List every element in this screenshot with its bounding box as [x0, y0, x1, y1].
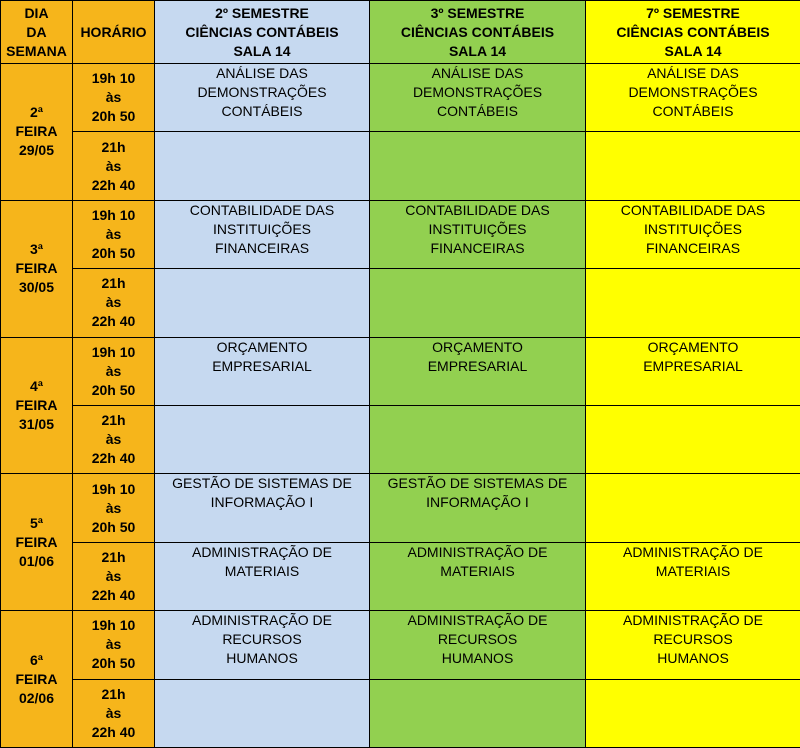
time-line: às — [105, 704, 122, 721]
semester-2-cell — [155, 64, 370, 132]
course-line: EMPRESARIAL — [427, 357, 528, 374]
day-line: FEIRA — [15, 533, 58, 550]
course-line: FINANCEIRAS — [645, 239, 741, 256]
time-line: 21h — [101, 275, 126, 292]
time-line: 22h 40 — [91, 313, 136, 330]
time-line: às — [105, 157, 122, 174]
course-line: FINANCEIRAS — [214, 239, 310, 256]
course-line: INSTITUIÇÕES — [428, 220, 527, 237]
header-semester-2 — [155, 1, 370, 64]
day-line: 6ª — [30, 651, 43, 668]
course-line: CONTABILIDADE DAS — [189, 201, 335, 218]
schedule-row — [1, 64, 800, 132]
time-cell — [73, 679, 155, 747]
semester-2-cell — [155, 474, 370, 542]
semester-2-cell — [155, 200, 370, 268]
semester-3-cell — [370, 132, 586, 200]
header-semester-line: 2º SEMESTRE — [215, 4, 309, 21]
day-cell — [1, 64, 73, 201]
course-line: EMPRESARIAL — [643, 357, 743, 374]
schedule-row — [1, 679, 800, 747]
time-line: 20h 50 — [91, 244, 136, 261]
course-line: CONTABILIDADE DAS — [405, 201, 550, 218]
course-line: HUMANOS — [657, 650, 729, 667]
course-line: HUMANOS — [226, 650, 298, 667]
time-line: às — [105, 567, 122, 584]
time-line: 19h 10 — [91, 480, 136, 497]
course-line: ADMINISTRAÇÃO DE — [622, 612, 763, 629]
day-line: FEIRA — [15, 670, 58, 687]
time-line: 20h 50 — [91, 381, 136, 398]
time-line: às — [105, 362, 122, 379]
day-line: FEIRA — [15, 123, 58, 140]
course-line: ADMINISTRAÇÃO DE — [407, 612, 548, 629]
time-line: 21h — [101, 548, 126, 565]
day-line: 4ª — [30, 377, 43, 394]
course-line: ADMINISTRAÇÃO DE — [622, 543, 763, 560]
course-line: CONTÁBEIS — [652, 103, 734, 119]
day-line: 01/06 — [18, 552, 55, 569]
semester-3-cell — [370, 542, 586, 610]
time-line: 22h 40 — [91, 450, 136, 467]
time-cell — [73, 611, 155, 679]
time-line: 20h 50 — [91, 655, 136, 672]
course-line: ORÇAMENTO — [216, 338, 308, 355]
course-line: INFORMAÇÃO I — [426, 494, 529, 511]
time-cell — [73, 474, 155, 542]
course-line: DEMONSTRAÇÕES — [197, 84, 327, 100]
day-line: 2ª — [30, 104, 43, 121]
day-line: FEIRA — [15, 396, 58, 413]
time-cell — [73, 200, 155, 268]
day-cell — [1, 337, 73, 474]
header-semester-line: SALA 14 — [448, 42, 507, 59]
day-cell — [1, 200, 73, 337]
time-line: 19h 10 — [91, 206, 136, 223]
time-cell — [73, 542, 155, 610]
time-line: 19h 10 — [91, 617, 136, 634]
course-line: CONTÁBEIS — [221, 103, 303, 119]
time-cell — [73, 132, 155, 200]
time-cell — [73, 337, 155, 405]
day-line: 5ª — [30, 514, 43, 531]
time-line: 22h 40 — [91, 586, 136, 603]
day-cell — [1, 611, 73, 748]
header-semester-line: 3º SEMESTRE — [430, 4, 525, 21]
header-semester-line: SALA 14 — [664, 42, 722, 59]
course-line: GESTÃO DE SISTEMAS DE — [387, 475, 568, 492]
header-semester-line: CIÊNCIAS CONTÁBEIS — [400, 23, 555, 40]
course-line: RECURSOS — [222, 631, 302, 648]
semester-2-cell — [155, 405, 370, 473]
header-semester-line: SALA 14 — [233, 42, 291, 59]
schedule-row — [1, 405, 800, 473]
course-line: GESTÃO DE SISTEMAS DE — [172, 475, 352, 492]
header-semester-line: CIÊNCIAS CONTÁBEIS — [616, 23, 770, 40]
time-line: às — [105, 225, 122, 242]
semester-2-cell — [155, 542, 370, 610]
time-line: 19h 10 — [91, 343, 136, 360]
semester-7-cell — [586, 679, 800, 747]
semester-2-cell — [155, 337, 370, 405]
semester-7-cell — [586, 405, 800, 473]
course-line: RECURSOS — [437, 631, 518, 648]
time-line: às — [105, 89, 122, 106]
schedule-row — [1, 611, 800, 679]
time-line: 22h 40 — [91, 176, 136, 193]
course-line: INSTITUIÇÕES — [643, 220, 742, 237]
course-line: ANÁLISE DAS — [647, 65, 739, 81]
time-cell — [73, 269, 155, 337]
course-line: ANÁLISE DAS — [216, 65, 308, 81]
schedule-row — [1, 474, 800, 542]
course-line: ORÇAMENTO — [432, 338, 523, 355]
semester-3-cell — [370, 269, 586, 337]
course-line: MATERIAIS — [655, 562, 731, 579]
time-line: 19h 10 — [91, 70, 136, 87]
day-line: 3ª — [30, 241, 43, 258]
time-line: 22h 40 — [91, 723, 136, 740]
course-line: CONTÁBEIS — [437, 103, 518, 119]
semester-7-cell — [586, 474, 800, 542]
header-day-line: SEMANA — [6, 42, 67, 59]
semester-3-cell — [370, 405, 586, 473]
header-semester-3 — [370, 1, 586, 64]
semester-2-cell — [155, 611, 370, 679]
time-line: às — [105, 431, 122, 448]
semester-7-cell — [586, 200, 800, 268]
semester-7-cell — [586, 132, 800, 200]
header-semester-line: 7º SEMESTRE — [646, 4, 740, 21]
course-line: ADMINISTRAÇÃO DE — [191, 612, 332, 629]
course-line: ANÁLISE DAS — [431, 65, 524, 81]
course-line: ORÇAMENTO — [647, 338, 739, 355]
semester-3-cell — [370, 337, 586, 405]
header-semester-line: CIÊNCIAS CONTÁBEIS — [185, 23, 339, 40]
header-row — [1, 1, 800, 64]
course-line: INSTITUIÇÕES — [212, 220, 311, 237]
header-time: HORÁRIO — [73, 1, 155, 64]
day-line: 30/05 — [18, 279, 55, 296]
schedule-row — [1, 200, 800, 268]
time-line: 21h — [101, 412, 126, 429]
time-cell — [73, 405, 155, 473]
course-line: CONTABILIDADE DAS — [620, 201, 766, 218]
header-day — [1, 1, 73, 64]
semester-3-cell — [370, 200, 586, 268]
time-line: às — [105, 636, 122, 653]
day-line: 29/05 — [18, 142, 55, 159]
time-cell — [73, 64, 155, 132]
time-line: 21h — [101, 138, 126, 155]
semester-7-cell — [586, 64, 800, 132]
time-line: 20h 50 — [91, 108, 136, 125]
schedule-row — [1, 337, 800, 405]
time-line: 21h — [101, 685, 126, 702]
course-line: ADMINISTRAÇÃO DE — [407, 543, 548, 560]
header-semester-7 — [586, 1, 800, 64]
course-line: INFORMAÇÃO I — [210, 494, 314, 511]
semester-7-cell — [586, 337, 800, 405]
semester-2-cell — [155, 679, 370, 747]
course-line: FINANCEIRAS — [430, 239, 525, 256]
header-day-line: DIA — [24, 4, 49, 21]
course-line: DEMONSTRAÇÕES — [412, 84, 543, 100]
semester-2-cell — [155, 269, 370, 337]
course-line: RECURSOS — [653, 631, 733, 648]
course-line: HUMANOS — [441, 650, 514, 667]
schedule-body — [1, 64, 800, 748]
semester-3-cell — [370, 679, 586, 747]
course-line: MATERIAIS — [224, 562, 300, 579]
time-line: às — [105, 499, 122, 516]
time-line: 20h 50 — [91, 518, 136, 535]
course-line: MATERIAIS — [440, 562, 515, 579]
schedule-row — [1, 542, 800, 610]
day-line: 31/05 — [18, 415, 55, 432]
schedule-row — [1, 269, 800, 337]
course-line: ADMINISTRAÇÃO DE — [191, 543, 332, 560]
semester-7-cell — [586, 542, 800, 610]
semester-2-cell — [155, 132, 370, 200]
course-line: EMPRESARIAL — [212, 357, 312, 374]
day-line: 02/06 — [18, 689, 55, 706]
day-cell — [1, 474, 73, 611]
day-line: FEIRA — [15, 260, 58, 277]
semester-7-cell — [586, 269, 800, 337]
semester-3-cell — [370, 64, 586, 132]
header-day-line: DA — [26, 23, 47, 40]
course-line: DEMONSTRAÇÕES — [628, 84, 758, 100]
semester-7-cell — [586, 611, 800, 679]
semester-3-cell — [370, 474, 586, 542]
time-line: às — [105, 294, 122, 311]
semester-3-cell — [370, 611, 586, 679]
schedule-row — [1, 132, 800, 200]
